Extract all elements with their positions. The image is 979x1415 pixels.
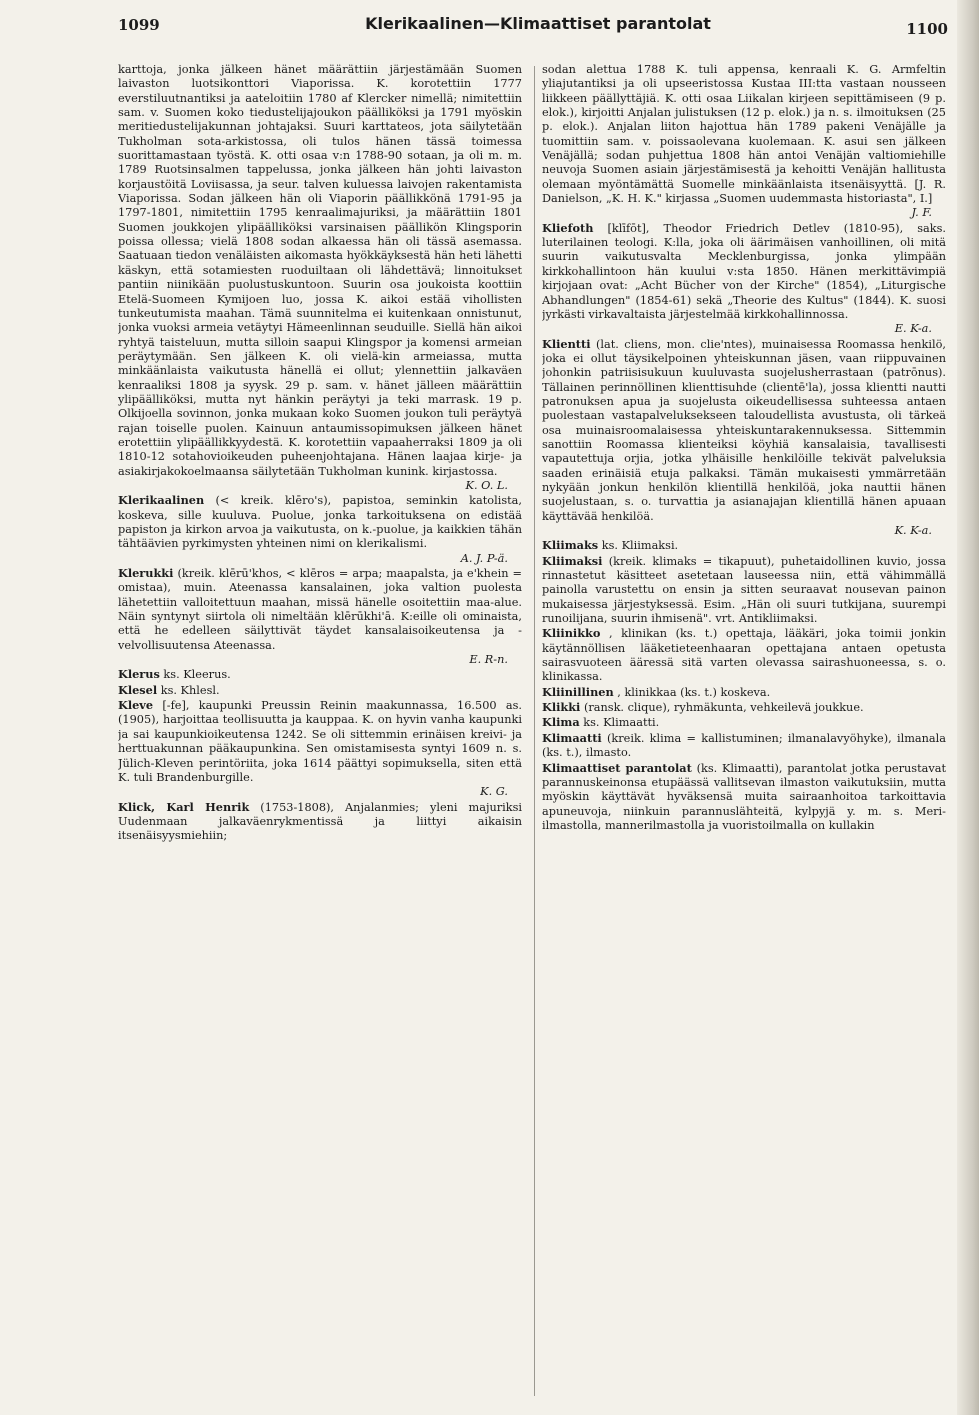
article-entry: [542, 715, 946, 730]
article-entry: [542, 221, 946, 337]
article-entry: [542, 337, 946, 539]
entry-headword: Klikki: [542, 700, 581, 715]
author-signature: E. K-a.: [894, 322, 932, 336]
author-signature: K. K-a.: [894, 524, 932, 537]
entry-text: (kreik. klimaks = tikapuut), puhetaidollinen kuvio, jossa rinnastetut käsitteet asetetaan lauseessa niin, että vähimmällä painolla varustettu on ensin ja sitten seuraavat nousevan painon mukaisessa järjestyksessä. Esim. „Hän oli suuri tutkijana, suurempi runoilijana, suurin ihmisenä". vrt. Antikliimaksi.: [542, 554, 946, 626]
article-entry: [542, 761, 946, 834]
entry-text: (lat. cliens, mon. clie'ntes), muinaisessa Roomassa henkilö, joka ei ollut täysikelpoinen yhteiskunnan jäsen, vaan riippuvainen johonkin patriisisukuun kuuluvasta suojelusherrastaan (patrōnus). Tällainen perinnöllinen klienttisuhde (clientē'la), jossa klientti nautti patronuksen apua ja suojelusta oikeudellisessa suhteessa antaen puolestaan vastapalveluksekseen taloudellista avustusta, oli tärkeä osa muinaisroomalaisessa yhteiskuntarakennuksessa. Sittemmin sanottiin Roomassa klienteiksi köyhiä kansalaisia, tavallisesti vapautettuja orjia, jotka ylhäisille henkilöille tekivät palveluksia saaden erinäisiä etuja palkaksi. Tämän mukaisesti ymmärretään nykyään jonkun henkilön klientillä henkilöä, joka nauttii hänen suojelustaan, s. o. turvattia ja asianajajan klientillä hänen apuaan käyttävää henkilöä.: [542, 337, 946, 523]
author-signature: J. F.: [911, 206, 932, 220]
entry-text: [klīfōt], Theodor Friedrich Detlev (1810-95), saks. luterilainen teologi. K:lla, joka oli äärimäisen vanhoillinen, oli mitä suurin vaikutusvalta Mecklenburgissa, jonka ylimpään kirkkohallintoon hän kuului v:sta 1850. Hänen merkittävimpiä kirjojaan ovat: „Acht Bücher von der Kirche" (1854), „Liturgische Abhandlungen" (1854-61) sekä „Theorie des Kultus" (1844). K. suosi jyrkästi virkavaltaista järjestelmää kirkkohallinnossa.: [542, 221, 946, 321]
page-edge: [957, 0, 979, 1415]
article-entry: [118, 566, 522, 667]
entry-text: (kreik. klima = kallistuminen; ilmanalavyöhyke), ilmanala (ks. t.), ilmasto.: [542, 731, 946, 760]
entry-headword: Kliimaks: [542, 538, 599, 553]
entry-text: ks. Kliimaksi.: [601, 539, 679, 553]
entry-headword: Klick, Karl Henrik: [118, 799, 250, 814]
article-entry: [118, 683, 522, 698]
entry-headword: Klientti: [542, 336, 591, 351]
entry-headword: Klerukki: [118, 566, 174, 581]
article-entry: [542, 538, 946, 553]
entry-headword: Klerus: [118, 667, 160, 682]
page-number-right: 1100: [906, 20, 948, 38]
entry-headword: Kliimaksi: [542, 553, 603, 568]
article-entry: [542, 626, 946, 684]
article-entry: [118, 667, 522, 682]
entry-text: (kreik. klērū'khos, < klēros = arpa; maapalsta, ja e'khein = omistaa), muin. Ateenassa kansalainen, joka valtion puolesta lähetettiin valloitettuun maahan, missä hänelle osoitettiin maa-alue. Näin syntynyt siirtola oli nimeltään klērūkhi'ā. K:eille oli ominaista, että he edelleen säilyttivät täydet kansalaisoikeutensa ja -velvollisuutensa Ateenassa.: [118, 567, 522, 652]
entry-text: , klinikan (ks. t.) opettaja, lääkäri, joka toimii jonkin käytännöllisen lääketieteenhaaran opettajana antaen opetusta sairasvuoteen ääressä sitä varten olevassa sairashuoneessa, s. o. klinikassa.: [542, 627, 946, 684]
entry-headword: Kliefoth: [542, 220, 594, 235]
entry-text: ks. Khlesl.: [160, 683, 220, 697]
author-signature: E. R-n.: [469, 653, 508, 667]
article-entry: [542, 700, 946, 715]
entry-text: (< kreik. klēro's), papistoa, seminkin katolista, koskeva, sille kuuluva. Puolue, jonka tarkoituksena on edistää papiston ja kirkon arvoa ja vaikutusta, on k.-puolue, ja kaikkien tähän tähtäävien pyrkimysten yhteinen nimi on klerikalismi.: [118, 494, 522, 551]
entry-text: sodan alettua 1788 K. tuli appensa, kenraali K. G. Armfeltin yliajutantiksi ja oli upseeristossa Kustaa III:tta vastaan nousseen liikkeen päällyttäjiä. K. otti osaa Liikalan kirjeen sepittämiseen (9 p. elok.), kirjoitti Anjalan julistuksen (12 p. elok.) ja n. s. ilmoituksen (25 p. elok.). Anjalan liiton hajottua hän 1789 pakeni Venäjälle ja tuomittiin sam. v. poissaolevana kuolemaan. K. asui sen jälkeen Venäjällä; sodan puhjettua 1808 hän antoi Venäjän valtiomiehille neuvoja Suomen asiain järjestämisestä ja kehoitti Venäjän hallitusta olemaan myöntämättä Suomelle minkäänlaista itsenäisyyttä. [J. R. Danielson, „K. H. K." kirjassa „Suomen uudemmasta historiasta", I.]: [542, 63, 946, 206]
entry-headword: Kleve: [118, 698, 154, 713]
entry-headword: Kliinillinen: [542, 684, 614, 699]
article-entry: [118, 698, 522, 799]
author-signature: K. O. L.: [465, 478, 508, 492]
entry-text: ks. Klimaatti.: [583, 716, 660, 730]
entry-text: ks. Kleerus.: [163, 668, 231, 682]
entry-headword: Klima: [542, 715, 580, 730]
column-divider: [534, 66, 535, 1396]
author-signature: A. J. P-ä.: [460, 551, 508, 565]
article-entry: [542, 63, 946, 221]
left-column: [118, 63, 522, 1403]
page-number-left: 1099: [118, 16, 160, 34]
entry-text: karttoja, jonka jälkeen hänet määrättiin järjestämään Suomen laivaston luotsikonttori Viaporissa. K. korotettiin 1777 everstiluutnantiksi ja aateloitiin 1780 af Klercker nimellä; nimitettiin sam. v. Suomen koko tiedustelijajoukon päälliköksi ja 1791 myöskin meritiedustelijakunnan johtajaksi. Suuri karttateos, jota säilytetään Tukholman sota-arkistossa, oli tulos hänen tässä toimessa suorittamastaan työstä. K. otti osaa v:n 1788-90 sotaan, ja oli m. m. 1789 Ruotsinsalmen tappelussa, jonka jälkeen hän johti laivaston korjaustöitä Loviisassa, ja seur. talven kuluessa laivojen rakentamista Viaporissa. Sodan jälkeen hän oli Viaporin päällikkönä 1791-95 ja 1797-1801, nimitettiin 1795 kenraalimajuriksi, ja määrättiin 1801 Suomen joukkojen ylipäälliköksi varsinaisen päällikön Klingsporin poissa ollessa; vielä 1808 sodan alkaessa hän oli tässä asemassa. Saatuaan tiedon venäläisten aikomasta hyökkäyksestä hän heti lähetti käskyn, että sotamiesten ruoduiltaan oli lähdettävä; linnoitukset pantiin niinikään puolustuskuntoon. Suurin osa joukoista koottiin Etelä-Suomeen Kymijoen luo, jossa K. aikoi estää vihollisten tunkeutumista maahan. Tämä suunnitelma ei kuitenkaan onnistunut, jonka vuoksi armeia vetäytyi Hämeenlinnan seuduille. Siellä hän aikoi ryhtyä taisteluun, mutta silloin saapui Klingspor ja komensi armeian peräytymään. Sen jälkeen K. oli vielä-kin armeiassa, mutta minkäänlaista vaikutusta hänellä ei ollut; ylennettiin jalkaväen kenraaliksi 1808 ja syysk. 29 p. sam. v. hänet jälleen määrättiin ylipäälliköksi, mutta nyt hänkin peräytyi ja teki marrask. 19 p. Olkijoella sovinnon, jonka mukaan koko Suomen joukon tuli peräytyä rajan toiselle puolen. Kainuun antaumissopimuksen jälkeen hänet erotettiin ylipäällikkyydestä. K. korotettiin vapaaherraksi 1809 ja oli 1810-12 sotahovioikeuden puheenjohtajana. Hänen laajaa kirje- ja asiakirjakokoelmaansa säilytetään Tukholman kunink. kirjastossa.: [118, 63, 522, 478]
author-signature: K. G.: [480, 785, 508, 799]
article-entry: [118, 800, 522, 844]
entry-text: (1753-1808), Anjalanmies; yleni majuriksi Uudenmaan jalkaväenrykmentissä ja liittyi aikaisin itsenäisyysmiehiin;: [118, 800, 522, 843]
page-header: [118, 14, 958, 54]
right-column: [542, 63, 946, 1403]
entry-headword: Kliinikko: [542, 626, 601, 641]
entry-text: [-fe], kaupunki Preussin Reinin maakunnassa, 16.500 as. (1905), harjoittaa teollisuutta ja kauppaa. K. on hyvin vanha kaupunki ja sai kaupunkioikeutensa 1242. Se oli sittemmin erinäisen kreivi- ja herttuakunnan pääkaupunkina. Sen omistamisesta syntyi 1609 n. s. Jülich-Kleven perintöriita, joka 1614 päättyi sopimuksella, siten että K. tuli Brandenburgille.: [118, 699, 522, 784]
article-entry: [542, 731, 946, 761]
running-title: Klerikaalinen—Klimaattiset parantolat: [365, 14, 711, 33]
article-entry: [118, 493, 522, 566]
entry-headword: Klimaatti: [542, 730, 602, 745]
entry-headword: Klesel: [118, 682, 158, 697]
article-entry: [542, 554, 946, 627]
entry-text: (ks. Klimaatti), parantolat jotka perustavat parannuskeinonsa etupäässä vallitsevan ilmaston vaikutuksiin, mutta myöskin käyttävät hyväksensä muita sairaanhoitoa tarkoittavia apuneuvoja, niinkuin parannuslähteitä, kylpyjä y. m. s. Meri-ilmastolla, mannerilmastolla ja vuoristoilmalla on kullakin: [542, 761, 946, 832]
entry-text: , klinikkaa (ks. t.) koskeva.: [617, 685, 771, 699]
entry-headword: Klerikaalinen: [118, 493, 205, 508]
entry-text: (ransk. clique), ryhmäkunta, vehkeilevä joukkue.: [583, 701, 864, 715]
article-entry: [542, 685, 946, 700]
entry-headword: Klimaattiset parantolat: [542, 760, 692, 775]
article-entry: [118, 63, 522, 493]
